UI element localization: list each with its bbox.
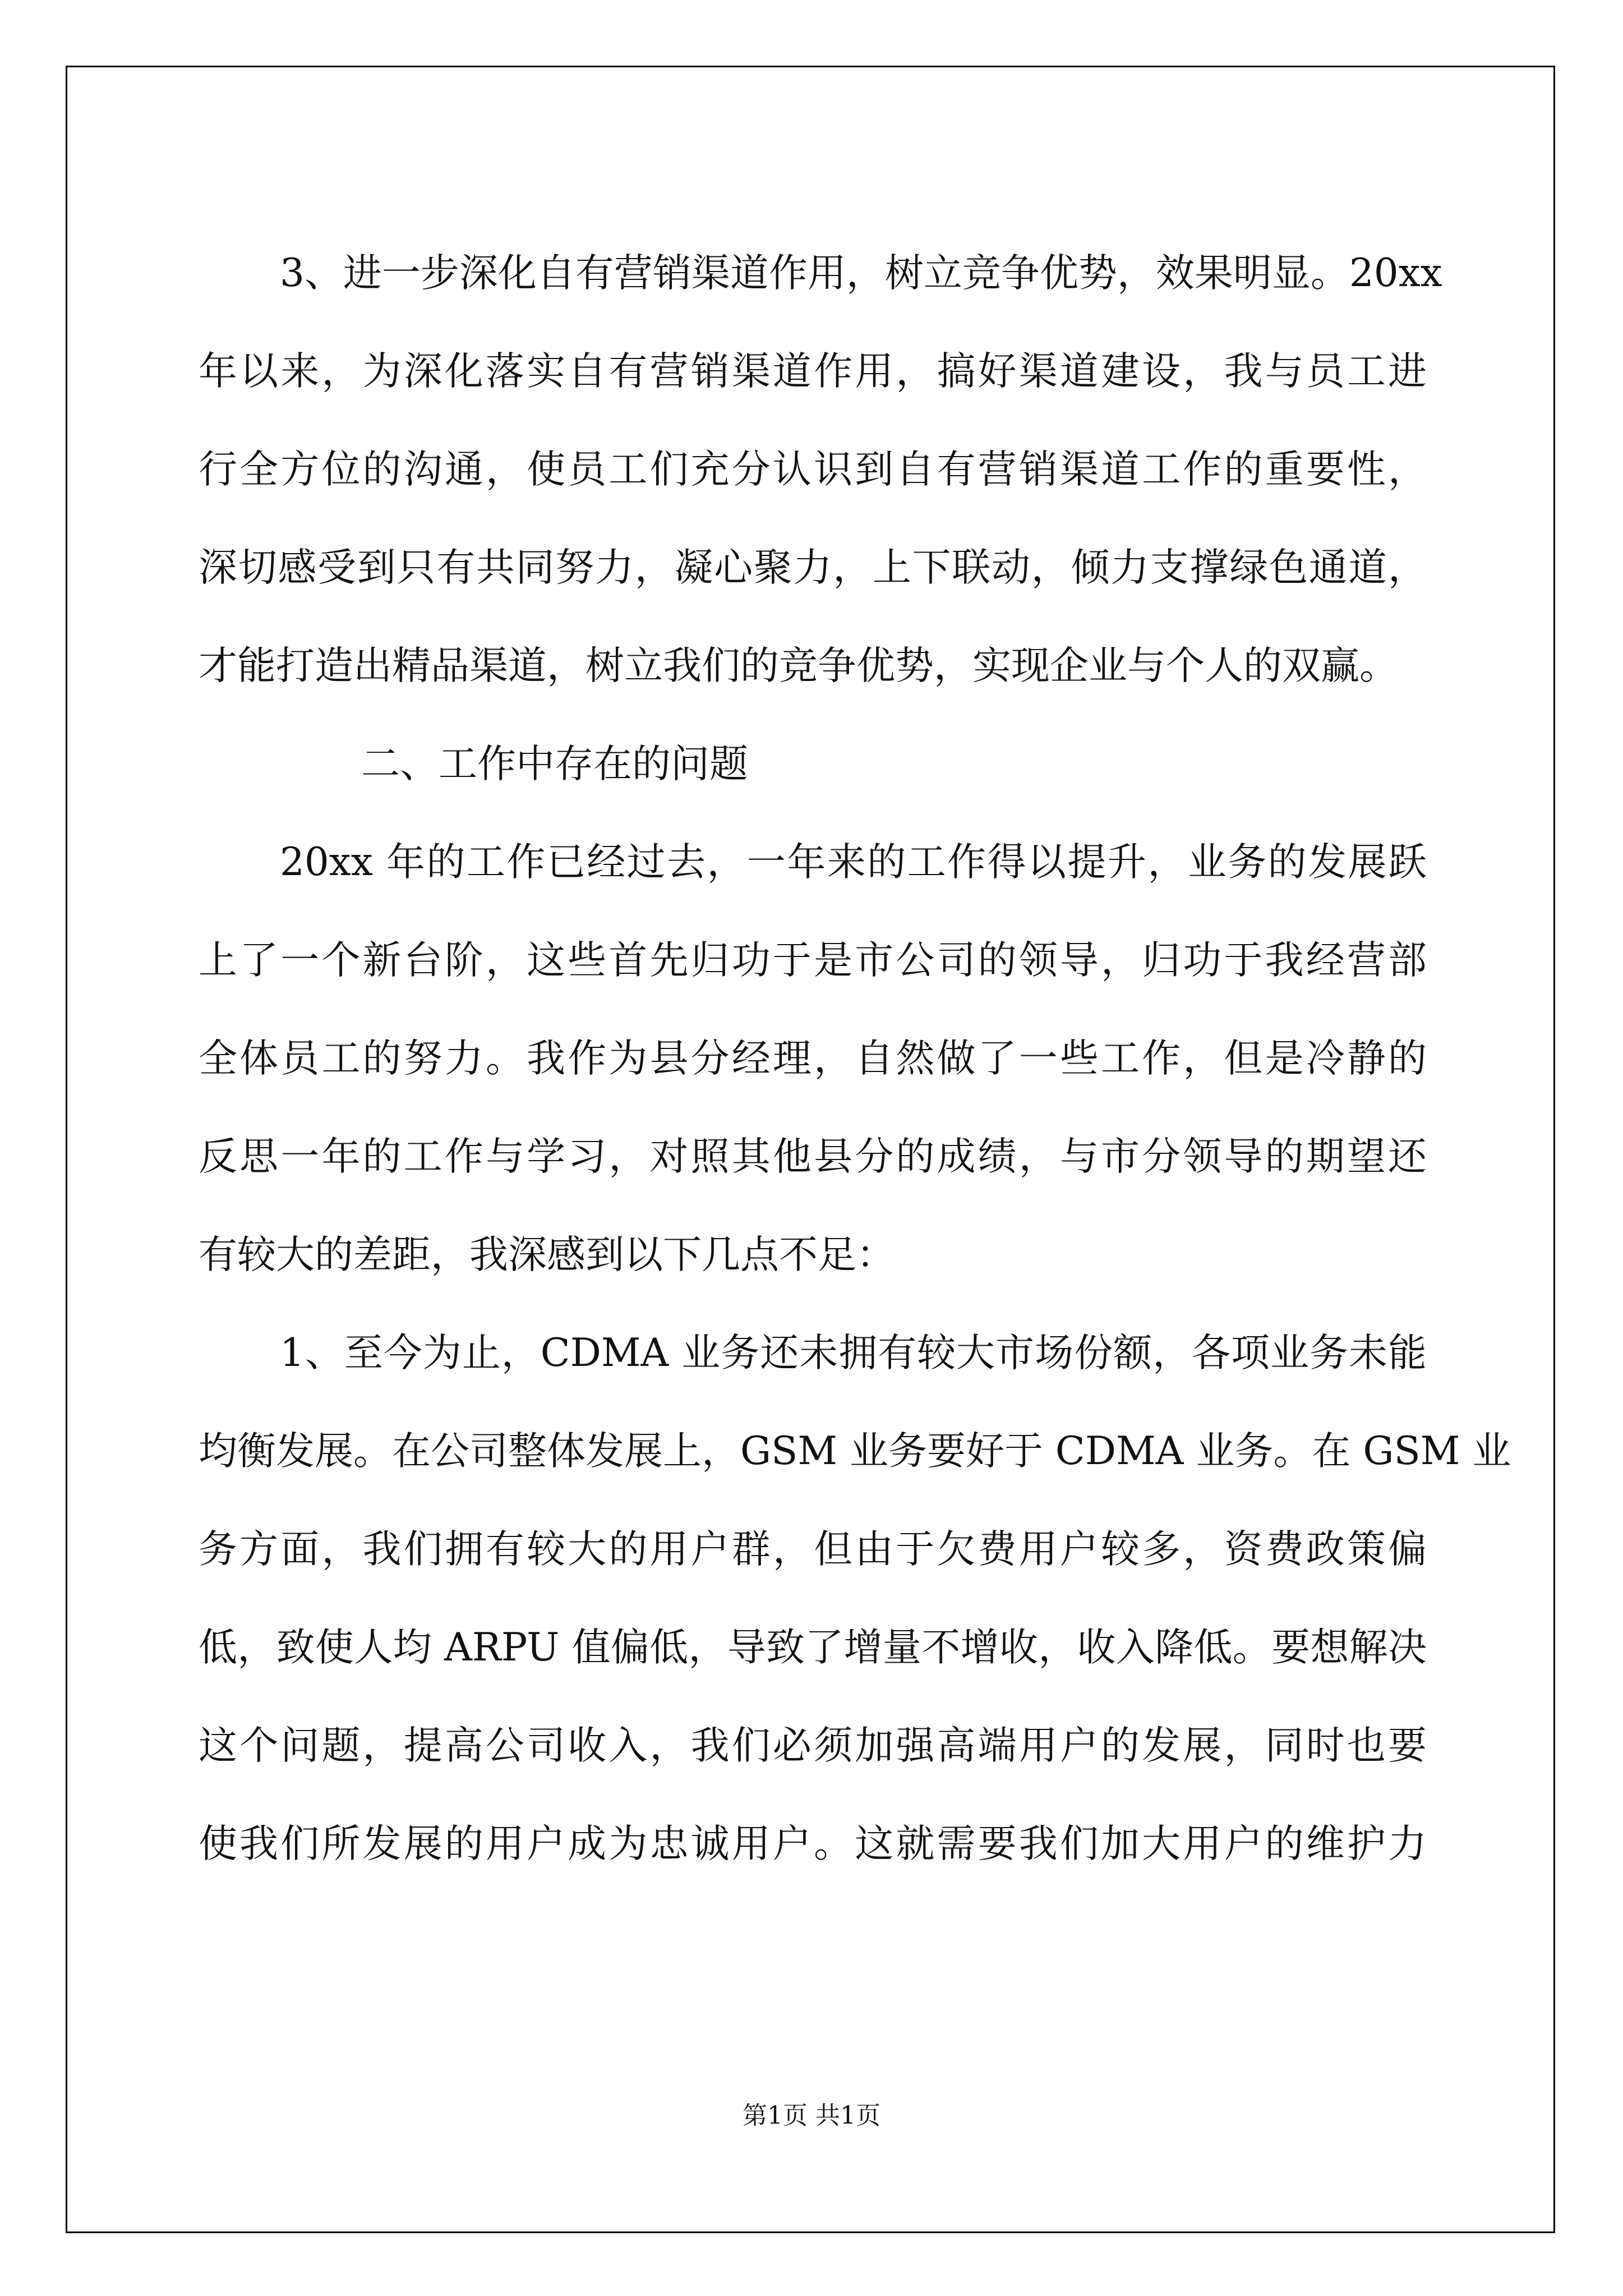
paragraph-line: 上了一个新台阶，这些首先归功于是市公司的领导，归功于我经营部 bbox=[199, 938, 1427, 983]
paragraph-line: 行全方位的沟通，使员工们充分认识到自有营销渠道工作的重要性， bbox=[199, 447, 1427, 492]
paragraph-line: 3、进一步深化自有营销渠道作用，树立竞争优势，效果明显。20xx bbox=[280, 251, 1442, 296]
paragraph-channel-advantage bbox=[199, 224, 1442, 715]
page-number-footer: 第1页 共1页 bbox=[743, 2101, 880, 2130]
paragraph-line: 深切感受到只有共同努力，凝心聚力，上下联动，倾力支撑绿色通道， bbox=[199, 545, 1427, 590]
paragraph-line: 1、至今为止，CDMA 业务还未拥有较大市场份额，各项业务未能 bbox=[280, 1331, 1427, 1375]
paragraph-line: 全体员工的努力。我作为县分经理，自然做了一些工作，但是冷静的 bbox=[199, 1036, 1427, 1081]
paragraph-cdma-share bbox=[199, 1304, 1511, 1893]
paragraph-line: 使我们所发展的用户成为忠诚用户。这就需要我们加大用户的维护力 bbox=[199, 1821, 1427, 1866]
paragraph-line: 反思一年的工作与学习，对照其他县分的成绩，与市分领导的期望还 bbox=[199, 1134, 1427, 1179]
paragraph-line: 低，致使人均 ARPU 值偏低，导致了增量不增收，收入降低。要想解决 bbox=[199, 1625, 1427, 1670]
section-heading-problems bbox=[199, 715, 1427, 813]
paragraph-line: 这个问题，提高公司收入，我们必须加强高端用户的发展，同时也要 bbox=[199, 1723, 1427, 1768]
paragraph-line: 才能打造出精品渠道，树立我们的竞争优势，实现企业与个人的双赢。 bbox=[199, 643, 1398, 688]
paragraph-line: 20xx 年的工作已经过去，一年来的工作得以提升，业务的发展跃 bbox=[280, 840, 1427, 885]
paragraph-line: 有较大的差距，我深感到以下几点不足： bbox=[199, 1232, 895, 1277]
paragraph-year-review bbox=[199, 813, 1427, 1304]
paragraph-line: 均衡发展。在公司整体发展上，GSM 业务要好于 CDMA 业务。在 GSM 业 bbox=[199, 1429, 1511, 1474]
paragraph-line: 年以来，为深化落实自有营销渠道作用，搞好渠道建设，我与员工进 bbox=[199, 349, 1427, 394]
paragraph-line: 务方面，我们拥有较大的用户群，但由于欠费用户较多，资费政策偏 bbox=[199, 1527, 1427, 1572]
section-heading: 二、工作中存在的问题 bbox=[361, 742, 748, 786]
document-body bbox=[199, 224, 1511, 1893]
